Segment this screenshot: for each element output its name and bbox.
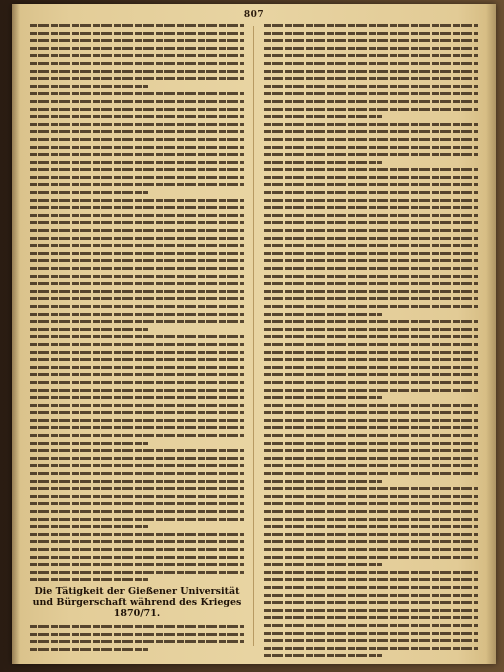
text-line <box>30 320 244 323</box>
text-line <box>264 259 478 262</box>
text-line <box>264 426 478 429</box>
text-line <box>264 639 478 642</box>
text-line <box>30 146 244 149</box>
text-line <box>30 556 244 559</box>
text-line <box>30 32 244 35</box>
text-line <box>264 115 382 118</box>
text-line <box>264 449 478 452</box>
text-line <box>30 633 244 636</box>
document-page <box>12 4 496 664</box>
text-line <box>30 130 244 133</box>
text-line <box>30 92 244 95</box>
text-line <box>264 540 478 543</box>
text-line <box>264 123 478 126</box>
text-line <box>264 214 478 217</box>
text-line <box>264 434 478 437</box>
text-line <box>30 487 244 490</box>
text-line <box>30 191 148 194</box>
text-line <box>30 640 244 643</box>
text-line <box>30 214 244 217</box>
text-line <box>30 518 244 521</box>
text-line <box>264 419 478 422</box>
text-line <box>30 426 244 429</box>
text-line <box>30 267 244 270</box>
page-binding-shadow <box>12 4 20 664</box>
text-line <box>30 449 244 452</box>
text-line <box>30 625 244 628</box>
text-line <box>264 252 478 255</box>
text-line <box>30 472 244 475</box>
text-line <box>264 510 478 513</box>
text-line <box>264 108 478 111</box>
text-line <box>30 297 244 300</box>
text-line <box>30 39 244 42</box>
text-line <box>264 138 478 141</box>
text-line <box>264 24 478 27</box>
text-line <box>30 571 244 574</box>
text-line <box>264 290 478 293</box>
text-line <box>264 533 478 536</box>
text-line <box>30 381 244 384</box>
text-line <box>264 130 478 133</box>
text-line <box>30 396 244 399</box>
text-line <box>264 237 478 240</box>
text-line <box>30 313 244 316</box>
text-line <box>30 502 244 505</box>
text-line <box>30 70 244 73</box>
text-line <box>30 351 244 354</box>
text-line <box>30 464 244 467</box>
text-line <box>264 358 478 361</box>
text-line <box>30 108 244 111</box>
text-line <box>30 411 244 414</box>
text-line <box>264 313 382 316</box>
text-line <box>30 335 244 338</box>
text-line <box>30 434 244 437</box>
text-line <box>264 39 478 42</box>
text-line <box>30 290 244 293</box>
text-line <box>264 487 478 490</box>
text-line <box>264 297 478 300</box>
text-line <box>264 404 478 407</box>
text-line <box>30 176 244 179</box>
text-line <box>264 267 478 270</box>
text-line <box>30 495 244 498</box>
text-line <box>30 457 244 460</box>
text-line <box>30 206 244 209</box>
text-line <box>264 168 478 171</box>
text-line <box>264 70 478 73</box>
text-line <box>30 85 148 88</box>
text-line <box>264 85 478 88</box>
text-line <box>264 176 478 179</box>
text-line <box>30 404 244 407</box>
text-line <box>264 351 478 354</box>
text-line <box>264 548 478 551</box>
text-line <box>30 358 244 361</box>
text-line <box>264 206 478 209</box>
text-line <box>264 305 478 308</box>
text-line <box>30 442 148 445</box>
text-line <box>264 183 478 186</box>
text-line <box>264 335 478 338</box>
text-line <box>264 586 478 589</box>
text-line <box>264 282 478 285</box>
text-line <box>264 153 478 156</box>
text-line <box>264 472 478 475</box>
text-line <box>264 578 478 581</box>
text-line <box>264 146 478 149</box>
text-line <box>264 229 478 232</box>
text-line <box>30 221 244 224</box>
text-line <box>30 77 244 80</box>
text-line <box>30 161 244 164</box>
text-line <box>264 594 478 597</box>
text-line <box>30 275 244 278</box>
text-line <box>264 556 478 559</box>
text-line <box>264 495 478 498</box>
text-line <box>30 328 148 331</box>
text-line <box>30 229 244 232</box>
text-line <box>30 480 244 483</box>
text-line <box>30 244 244 247</box>
page-edge-shadow <box>486 4 496 664</box>
page-number: 807 <box>243 10 265 20</box>
text-line <box>30 168 244 171</box>
text-line <box>30 62 244 65</box>
text-line <box>30 138 244 141</box>
text-line <box>30 305 244 308</box>
text-line <box>30 47 244 50</box>
text-line <box>264 442 478 445</box>
text-line <box>264 343 478 346</box>
text-line <box>264 563 382 566</box>
text-line <box>264 191 478 194</box>
text-line <box>30 282 244 285</box>
text-line <box>30 54 244 57</box>
text-line <box>264 32 478 35</box>
text-line <box>264 381 478 384</box>
text-line <box>264 244 478 247</box>
text-line <box>264 411 478 414</box>
text-line <box>264 457 478 460</box>
text-line <box>30 563 244 566</box>
text-line <box>30 525 148 528</box>
text-line <box>264 396 382 399</box>
text-line <box>264 647 478 650</box>
text-line <box>30 115 244 118</box>
text-line <box>264 62 478 65</box>
text-line <box>30 648 148 651</box>
text-line <box>264 320 478 323</box>
text-line <box>30 259 244 262</box>
text-line <box>30 510 244 513</box>
text-line <box>264 389 478 392</box>
text-line <box>264 221 478 224</box>
text-line <box>30 548 244 551</box>
text-line <box>264 54 478 57</box>
text-line <box>264 624 478 627</box>
text-line <box>30 100 244 103</box>
text-line <box>30 24 244 27</box>
text-line <box>30 123 244 126</box>
text-line <box>30 237 244 240</box>
text-line <box>264 92 478 95</box>
text-line <box>30 153 244 156</box>
text-line <box>30 366 244 369</box>
text-line <box>264 601 478 604</box>
text-line <box>30 419 244 422</box>
text-line <box>264 77 478 80</box>
text-line <box>264 654 382 657</box>
text-line <box>264 161 382 164</box>
text-line <box>264 609 478 612</box>
text-line <box>264 464 478 467</box>
text-line <box>264 366 478 369</box>
text-line <box>264 525 478 528</box>
section-heading: Die Tätigkeit der Gießener Universität und Bürgerschaft während des Krieges 1870/71. <box>32 585 242 619</box>
text-line <box>264 632 478 635</box>
text-line <box>30 199 244 202</box>
text-line <box>30 183 244 186</box>
text-line <box>264 480 382 483</box>
left-column <box>30 24 244 654</box>
text-line <box>30 252 244 255</box>
text-line <box>264 199 478 202</box>
text-line <box>264 373 478 376</box>
text-line <box>30 578 148 581</box>
text-line <box>30 373 244 376</box>
right-column <box>264 24 478 654</box>
text-line <box>264 328 478 331</box>
text-line <box>264 518 478 521</box>
text-line <box>30 540 244 543</box>
text-line <box>30 389 244 392</box>
text-line <box>264 502 478 505</box>
text-line <box>264 571 478 574</box>
text-line <box>30 533 244 536</box>
text-line <box>264 100 478 103</box>
column-divider <box>253 26 254 646</box>
text-line <box>30 343 244 346</box>
text-line <box>264 616 478 619</box>
text-line <box>264 275 478 278</box>
text-line <box>264 47 478 50</box>
